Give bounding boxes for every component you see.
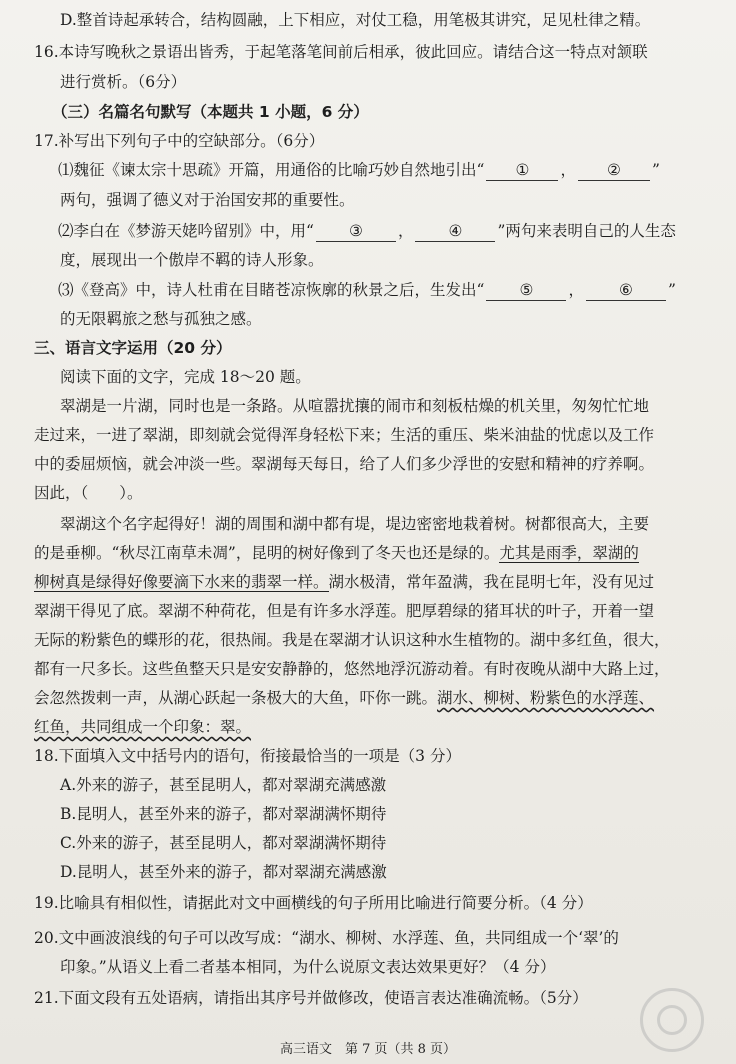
question-17-2-cont: 度，展现出一个傲岸不羁的诗人形象。 xyxy=(60,251,324,269)
passage-line: 中的委屈烦恼，就会冲淡一些。翠湖每天每日，给了人们多少浮世的安慰和精神的疗养啊。 xyxy=(34,455,655,473)
section-recitation-heading: （三）名篇名句默写（本题共 1 小题，6 分） xyxy=(52,103,369,121)
question-20: 20.文中画波浪线的句子可以改写成：“湖水、柳树、水浮莲、鱼，共同组成一个‘翠’的 xyxy=(34,929,619,947)
underlined-sentence: 尤其是雨季，翠湖的 xyxy=(499,544,639,562)
question-16-cont: 进行赏析。（6分） xyxy=(60,73,187,91)
wavy-underlined-sentence-cont: 红鱼，共同组成一个印象：翠。 xyxy=(34,718,252,736)
passage-line: 走过来，一进了翠湖，即刻就会觉得浑身轻松下来；生活的重压、柴米油盐的忧虑以及工作 xyxy=(34,426,655,444)
passage-line: 的是垂柳。“秋尽江南草未凋”，昆明的树好像到了冬天也还是绿的。尤其是雨季，翠湖的 xyxy=(34,544,639,562)
option-c[interactable]: C.外来的游子，甚至昆明人，都对翠湖满怀期待 xyxy=(60,834,387,852)
blank-2[interactable]: ② xyxy=(578,160,650,181)
passage-line: 翠湖干得见了底。翠湖不种荷花，但是有许多水浮莲。肥厚碧绿的猪耳状的叶子，开着一望 xyxy=(34,602,655,620)
blank-6[interactable]: ⑥ xyxy=(586,280,666,301)
question-20-cont: 印象。”从语义上看二者基本相同，为什么说原文表达效果更好？（4 分） xyxy=(60,958,556,976)
blank-3[interactable]: ③ xyxy=(316,221,396,242)
option-d[interactable]: D.昆明人，甚至外来的游子，都对翠湖充满感激 xyxy=(60,863,387,881)
question-17-3: ⑶《登高》中，诗人杜甫在目睹苍凉恢廓的秋景之后，生发出“ ⑤ ， ⑥ ” xyxy=(58,281,676,299)
option-a[interactable]: A.外来的游子，甚至昆明人，都对翠湖充满感激 xyxy=(60,776,387,794)
question-17-2: ⑵李白在《梦游天姥吟留别》中，用“ ③ ， ④ ”两句来表明自己的人生态 xyxy=(58,222,676,240)
question-21: 21.下面文段有五处语病，请指出其序号并做修改，使语言表达准确流畅。（5分） xyxy=(34,989,588,1007)
passage-line: 无际的粉紫色的蝶形的花，很热闹。我是在翠湖才认识这种水生植物的。湖中多红鱼，很大， xyxy=(34,631,670,649)
option-d: D.整首诗起承转合，结构圆融，上下相应，对仗工稳，用笔极其讲究，足见杜律之精。 xyxy=(60,11,651,29)
question-17-1: ⑴魏征《谏太宗十思疏》开篇，用通俗的比喻巧妙自然地引出“ ① ， ② ” xyxy=(58,161,660,179)
question-19: 19.比喻具有相似性，请据此对文中画横线的句子所用比喻进行简要分析。（4 分） xyxy=(34,894,593,912)
question-17-1-cont: 两句，强调了德义对于治国安邦的重要性。 xyxy=(60,191,355,209)
option-b[interactable]: B.昆明人，甚至外来的游子，都对翠湖满怀期待 xyxy=(60,805,387,823)
blank-5[interactable]: ⑤ xyxy=(486,280,566,301)
blank-1[interactable]: ① xyxy=(486,160,558,181)
passage-line: 翠湖是一片湖，同时也是一条路。从喧嚣扰攘的闹市和刻板枯燥的机关里，匆匆忙忙地 xyxy=(60,397,650,415)
question-17: 17.补写出下列句子中的空缺部分。（6分） xyxy=(34,132,325,150)
page-footer: 高三语文 第 7 页（共 8 页） xyxy=(279,1042,457,1057)
passage-line xyxy=(34,717,251,737)
question-16: 16.本诗写晚秋之景语出皆秀，于起笔落笔间前后相承，彼此回应。请结合这一特点对颔联 xyxy=(34,43,648,61)
passage-line: 都有一尺多长。这些鱼整天只是安安静静的，悠然地浮沉游动着。有时夜晚从湖中大路上过， xyxy=(34,660,670,678)
passage-line: 翠湖这个名字起得好！湖的周围和湖中都有堤，堤边密密地栽着树。树都很高大，主要 xyxy=(60,515,650,533)
question-17-3-cont: 的无限羁旅之愁与孤独之感。 xyxy=(60,310,262,328)
section-3-heading: 三、语言文字运用（20 分） xyxy=(34,339,232,357)
blank-4[interactable]: ④ xyxy=(415,221,495,242)
reading-instruction: 阅读下面的文字，完成 18～20 题。 xyxy=(60,368,311,386)
passage-line: 因此，（ ）。 xyxy=(34,484,143,502)
passage-line: 柳树真是绿得好像要滴下水来的翡翠一样。湖水极清，常年盈满，我在昆明七年，没有见过 xyxy=(34,573,655,591)
wavy-underlined-sentence: 湖水、柳树、粉紫色的水浮莲、 xyxy=(437,689,655,707)
underlined-sentence-cont: 柳树真是绿得好像要滴下水来的翡翠一样。 xyxy=(34,573,329,591)
passage-line: 会忽然拨剌一声，从湖心跃起一条极大的大鱼，吓你一跳。湖水、柳树、粉紫色的水浮莲、 xyxy=(34,689,655,707)
question-18: 18.下面填入文中括号内的语句，衔接最恰当的一项是（3 分） xyxy=(34,747,461,765)
